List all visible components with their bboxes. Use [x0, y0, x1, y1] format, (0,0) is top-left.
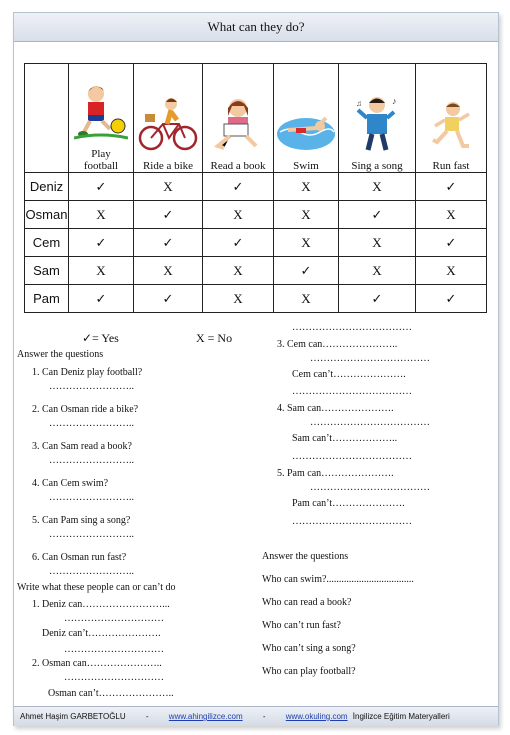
legend-no: X = No: [196, 331, 233, 345]
activity-label: Run fast: [432, 160, 470, 172]
cross-mark: X: [203, 201, 274, 229]
who-question-3: Who can’t run fast?: [262, 620, 341, 631]
question-5: 5. Can Pam sing a song?: [32, 515, 131, 526]
check-mark: ✓: [203, 173, 274, 201]
answer-line[interactable]: ……………………..: [49, 529, 134, 540]
answer-line[interactable]: …………………………: [64, 613, 164, 624]
legend-yes: ✓= Yes: [82, 331, 119, 345]
page-title: What can they do?: [14, 13, 498, 42]
table-row: [25, 257, 487, 285]
check-mark: ✓: [203, 229, 274, 257]
row-name: Cem: [25, 229, 69, 257]
cem-can: 3. Cem can…………………..: [277, 339, 398, 350]
activity-label: football: [83, 160, 119, 172]
singer-icon: [352, 94, 402, 152]
cross-mark: X: [203, 285, 274, 313]
sam-cant: Sam can’t………………..: [292, 433, 398, 444]
left-heading: Answer the questions: [17, 349, 104, 360]
footer-separator: -: [145, 712, 149, 721]
answer-line[interactable]: …………………………: [64, 672, 164, 683]
col-read-book: [203, 64, 274, 173]
col-swim: [274, 64, 339, 173]
write-heading: Write what these people can or can’t do: [17, 582, 176, 593]
check-mark: ✓: [339, 201, 416, 229]
reading-girl-icon: [210, 96, 266, 152]
table-row: [25, 173, 487, 201]
who-question-4: Who can’t sing a song?: [262, 643, 356, 654]
right-heading: Answer the questions: [262, 551, 349, 562]
cyclist-icon: [137, 94, 199, 152]
col-run-fast: [416, 64, 487, 173]
activity-label: Read a book: [210, 160, 266, 172]
cross-mark: X: [134, 173, 203, 201]
runner-icon: [429, 100, 473, 152]
cem-cant: Cem can’t………………….: [292, 369, 406, 380]
cross-mark: X: [69, 257, 134, 285]
cross-mark: X: [416, 257, 487, 285]
cross-mark: X: [134, 257, 203, 285]
footer-author: Ahmet Haşim GARBETOĞLU: [20, 712, 126, 721]
question-3: 3. Can Sam read a book?: [32, 441, 132, 452]
check-mark: ✓: [339, 285, 416, 313]
pam-can: 5. Pam can………………….: [277, 468, 394, 479]
osman-can: 2. Osman can…………………..: [32, 658, 162, 669]
cross-mark: X: [339, 229, 416, 257]
col-ride-bike: [134, 64, 203, 173]
check-mark: ✓: [274, 257, 339, 285]
answer-line[interactable]: ……………………..: [49, 455, 134, 466]
table-body: [25, 173, 487, 313]
answer-line[interactable]: ……………………..: [49, 566, 134, 577]
activity-label-line1: Play: [91, 148, 111, 160]
worksheet-page: [13, 12, 499, 726]
footer-link-ahingilizce[interactable]: www.ahingilizce.com: [168, 712, 243, 721]
cross-mark: X: [339, 257, 416, 285]
activity-label: Ride a bike: [142, 160, 194, 172]
footer-bar: [14, 706, 498, 726]
check-mark: ✓: [69, 229, 134, 257]
answer-line[interactable]: ……………………..: [49, 381, 134, 392]
footer-separator: -: [262, 712, 266, 721]
answer-line[interactable]: …………………………: [64, 644, 164, 655]
svg-text:♪: ♪: [392, 96, 397, 106]
deniz-cant: Deniz can’t………………….: [42, 628, 161, 639]
question-6: 6. Can Osman run fast?: [32, 552, 127, 563]
activity-label: Sing a song: [351, 160, 403, 172]
answer-line[interactable]: ……………………..: [49, 418, 134, 429]
cross-mark: X: [339, 173, 416, 201]
check-mark: ✓: [134, 285, 203, 313]
corner-cell: [25, 64, 69, 173]
cross-mark: X: [69, 201, 134, 229]
col-sing-song: [339, 64, 416, 173]
table-row: [25, 229, 487, 257]
deniz-can: 1. Deniz can……………………...: [32, 599, 170, 610]
row-name: Osman: [25, 201, 69, 229]
answer-line[interactable]: ………………………………: [292, 386, 412, 397]
who-question-2: Who can read a book?: [262, 597, 352, 608]
check-mark: ✓: [69, 285, 134, 313]
answer-line[interactable]: ………………………………: [310, 417, 430, 428]
who-question-1: Who can swim?...................................: [262, 574, 414, 585]
activity-table: [24, 63, 487, 313]
activity-label: Swim: [293, 160, 319, 172]
cross-mark: X: [274, 201, 339, 229]
answer-line[interactable]: ………………………………: [292, 451, 412, 462]
pam-cant: Pam can’t………………….: [292, 498, 405, 509]
cross-mark: X: [203, 257, 274, 285]
row-name: Deniz: [25, 173, 69, 201]
cross-mark: X: [274, 285, 339, 313]
answer-line[interactable]: ………………………………: [310, 353, 430, 364]
cross-mark: X: [274, 173, 339, 201]
answer-line[interactable]: ……………………..: [49, 492, 134, 503]
table-header-row: [25, 64, 487, 173]
answer-line[interactable]: ………………………………: [310, 482, 430, 493]
football-player-icon: [74, 82, 128, 140]
question-1: 1. Can Deniz play football?: [32, 367, 143, 378]
check-mark: ✓: [416, 285, 487, 313]
cross-mark: X: [274, 229, 339, 257]
who-question-5: Who can play football?: [262, 666, 356, 677]
cross-mark: X: [416, 201, 487, 229]
check-mark: ✓: [134, 229, 203, 257]
check-mark: ✓: [134, 201, 203, 229]
question-4: 4. Can Cem swim?: [32, 478, 109, 489]
sam-can: 4. Sam can………………….: [277, 403, 394, 414]
row-name: Sam: [25, 257, 69, 285]
check-mark: ✓: [416, 173, 487, 201]
swimmer-icon: [276, 108, 336, 152]
col-play-football: [69, 64, 134, 173]
question-2: 2. Can Osman ride a bike?: [32, 404, 139, 415]
answer-line[interactable]: ………………………………: [292, 516, 412, 527]
svg-text:♫: ♫: [356, 99, 362, 108]
check-mark: ✓: [69, 173, 134, 201]
footer-link-okuling[interactable]: www.okuling.com: [285, 712, 348, 721]
check-mark: ✓: [416, 229, 487, 257]
answer-line[interactable]: ………………………………: [292, 322, 412, 333]
footer-tail: İngilizce Eğitim Materyalleri: [352, 712, 450, 721]
table-row: [25, 201, 487, 229]
osman-cant: Osman can’t…………………..: [48, 688, 174, 699]
row-name: Pam: [25, 285, 69, 313]
table-row: [25, 285, 487, 313]
